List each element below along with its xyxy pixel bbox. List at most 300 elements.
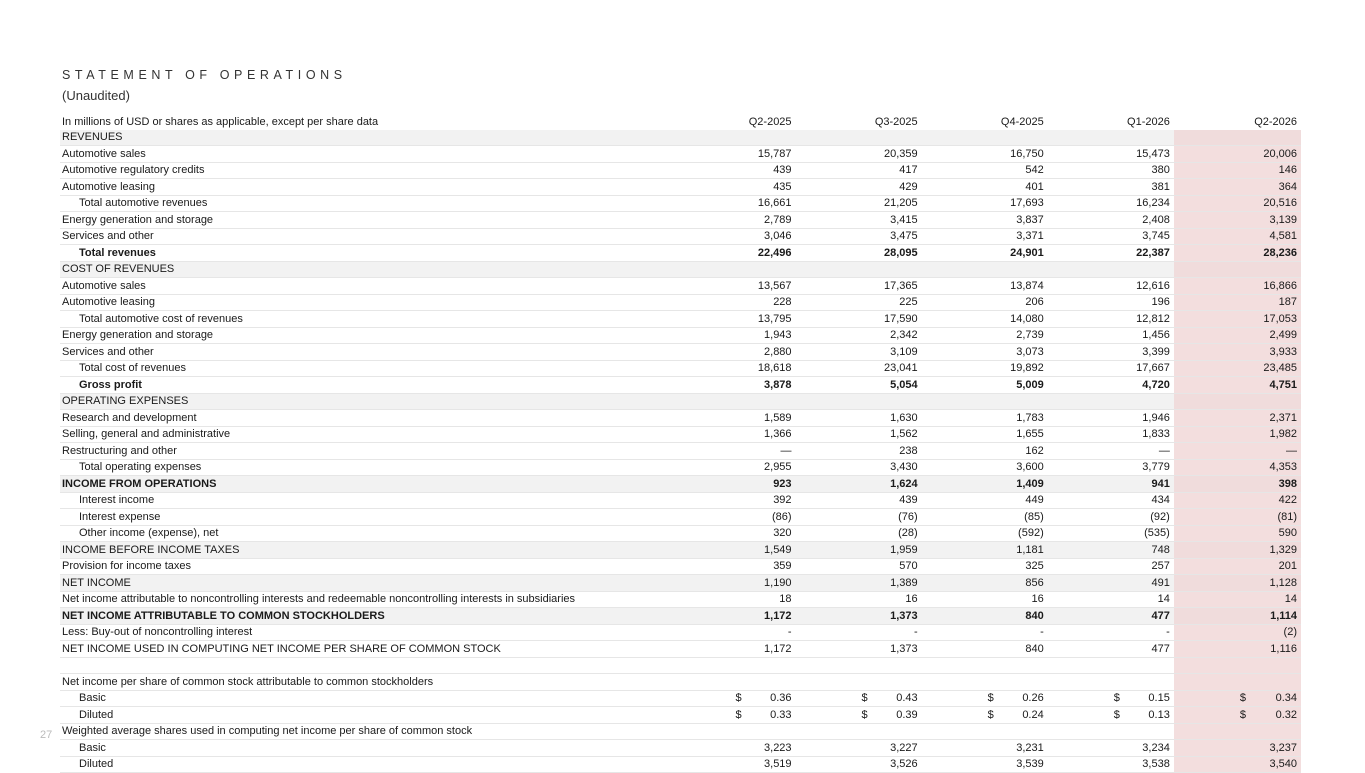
row-value [669,657,795,674]
row-value: 856 [922,575,1048,592]
row-value: 439 [669,162,795,179]
row-value: 1,114 [1174,608,1301,625]
row-label: Net income attributable to noncontrolling interests and redeemable noncontrolling interests in subsidiaries [60,591,669,608]
row-label: Provision for income taxes [60,558,669,575]
row-label: NET INCOME [60,575,669,592]
amount: 0.43 [896,692,918,705]
row-value: (92) [1048,509,1174,526]
row-value: 16,661 [669,195,795,212]
row-value: 3,109 [796,344,922,361]
row-label: Diluted [60,756,669,773]
row-value: 22,387 [1048,245,1174,262]
table-row [60,245,1301,262]
row-value: 22,496 [669,245,795,262]
table-row [60,723,1301,740]
row-label: Automotive sales [60,278,669,295]
row-value: 449 [922,492,1048,509]
table-row [60,410,1301,427]
row-value [1174,130,1301,146]
row-value: 1,373 [796,608,922,625]
row-label: Automotive regulatory credits [60,162,669,179]
row-value: 18 [669,591,795,608]
row-value: 4,720 [1048,377,1174,394]
row-value: 1,624 [796,476,922,493]
amount: 0.32 [1275,708,1297,721]
table-row [60,294,1301,311]
table-row [60,575,1301,592]
row-value [796,707,922,724]
amount: 0.13 [1148,708,1170,721]
table-row [60,162,1301,179]
table-row [60,344,1301,361]
currency-symbol: $ [987,692,994,705]
row-value [922,657,1048,674]
row-value: 422 [1174,492,1301,509]
row-value: 4,581 [1174,228,1301,245]
row-value: 1,562 [796,426,922,443]
row-value: 146 [1174,162,1301,179]
table-row [60,591,1301,608]
row-value: 5,054 [796,377,922,394]
row-label: Selling, general and administrative [60,426,669,443]
row-value [1048,707,1174,724]
row-label: Energy generation and storage [60,212,669,229]
row-value: 477 [1048,608,1174,625]
row-label: Net income per share of common stock attributable to common stockholders [60,674,669,691]
row-value: 3,231 [922,740,1048,757]
row-value: 3,399 [1048,344,1174,361]
currency-symbol: $ [861,708,868,721]
row-value: 17,693 [922,195,1048,212]
table-row [60,360,1301,377]
row-value: 3,227 [796,740,922,757]
row-value: 196 [1048,294,1174,311]
row-value: 1,329 [1174,542,1301,559]
amount: 0.33 [770,708,792,721]
row-value: 2,371 [1174,410,1301,427]
amount: 0.24 [1022,708,1044,721]
row-value: 3,139 [1174,212,1301,229]
row-label: INCOME BEFORE INCOME TAXES [60,542,669,559]
row-value: 401 [922,179,1048,196]
table-row [60,509,1301,526]
row-value: 3,430 [796,459,922,476]
period-header: Q2-2025 [748,115,792,128]
row-value: (76) [796,509,922,526]
row-value: 3,933 [1174,344,1301,361]
row-value: 28,236 [1174,245,1301,262]
row-value [796,657,922,674]
row-value: 570 [796,558,922,575]
row-value: — [669,443,795,460]
row-value: - [669,624,795,641]
row-value: 941 [1048,476,1174,493]
row-value [1048,723,1174,740]
row-value [1048,393,1174,410]
header-row [60,114,1301,130]
row-value [922,690,1048,707]
row-value: 1,630 [796,410,922,427]
row-value: - [796,624,922,641]
table-row [60,195,1301,212]
row-value: 3,779 [1048,459,1174,476]
row-value [669,130,795,146]
row-label: Gross profit [60,377,669,394]
row-value: 1,389 [796,575,922,592]
row-value: — [1048,443,1174,460]
table-row [60,756,1301,773]
period-header: Q1-2026 [1127,115,1170,128]
table-row [60,179,1301,196]
row-label: Weighted average shares used in computing net income per share of common stock [60,723,669,740]
row-value: 13,795 [669,311,795,328]
currency-symbol: $ [1239,708,1246,721]
row-value: 20,359 [796,146,922,163]
row-label: Other income (expense), net [60,525,669,542]
table-row [60,624,1301,641]
row-value: 4,353 [1174,459,1301,476]
row-value: 4,751 [1174,377,1301,394]
row-label: INCOME FROM OPERATIONS [60,476,669,493]
period-header: Q3-2025 [874,115,918,128]
row-label: Automotive leasing [60,294,669,311]
row-value: - [922,624,1048,641]
row-value: 3,046 [669,228,795,245]
row-value [796,674,922,691]
row-label: Automotive sales [60,146,669,163]
table-row [60,212,1301,229]
row-value [669,674,795,691]
row-value: 320 [669,525,795,542]
row-value [1174,690,1301,707]
row-value: - [1048,624,1174,641]
row-value: 23,041 [796,360,922,377]
row-value: 1,366 [669,426,795,443]
row-value [796,261,922,278]
page-subtitle: (Unaudited) [62,88,130,103]
row-value [922,674,1048,691]
table-row [60,657,1301,674]
period-header: Q2-2026 [1174,114,1301,130]
row-label [60,657,669,674]
row-value: 3,223 [669,740,795,757]
row-label: Diluted [60,707,669,724]
row-value: 1,190 [669,575,795,592]
row-value [669,261,795,278]
row-value: (85) [922,509,1048,526]
row-value [796,723,922,740]
amount: 0.15 [1148,692,1170,705]
currency-symbol: $ [735,692,742,705]
currency-symbol: $ [987,708,994,721]
row-value: 542 [922,162,1048,179]
row-value: 923 [669,476,795,493]
row-value: 3,371 [922,228,1048,245]
row-value: (28) [796,525,922,542]
row-value: 1,943 [669,327,795,344]
row-value [669,723,795,740]
row-value: 3,519 [669,756,795,773]
row-label: Total revenues [60,245,669,262]
row-value: 590 [1174,525,1301,542]
row-value: 1,456 [1048,327,1174,344]
row-value: 3,526 [796,756,922,773]
row-value: 162 [922,443,1048,460]
table-row [60,377,1301,394]
row-value: 228 [669,294,795,311]
amount: 0.36 [770,692,792,705]
table-row [60,311,1301,328]
row-value: 5,009 [922,377,1048,394]
amount: 0.26 [1022,692,1044,705]
row-value: 3,539 [922,756,1048,773]
row-value: 2,499 [1174,327,1301,344]
row-value: 3,234 [1048,740,1174,757]
row-value: 14 [1048,591,1174,608]
row-value: 1,172 [669,608,795,625]
row-value: 225 [796,294,922,311]
period-header: Q4-2025 [1000,115,1044,128]
row-value [1048,261,1174,278]
table-row [60,608,1301,625]
row-label: Total automotive revenues [60,195,669,212]
row-value [922,130,1048,146]
row-value: 1,181 [922,542,1048,559]
row-value: 429 [796,179,922,196]
row-value: 14,080 [922,311,1048,328]
table-row [60,459,1301,476]
row-value [1174,393,1301,410]
row-value: 20,516 [1174,195,1301,212]
row-label: NET INCOME USED IN COMPUTING NET INCOME PER SHARE OF COMMON STOCK [60,641,669,658]
row-value [1174,723,1301,740]
row-value: 201 [1174,558,1301,575]
row-value: 477 [1048,641,1174,658]
row-label: Services and other [60,344,669,361]
row-value: 1,589 [669,410,795,427]
row-value: 3,538 [1048,756,1174,773]
row-value: 16,234 [1048,195,1174,212]
row-value: 16 [922,591,1048,608]
row-value [796,130,922,146]
row-value [669,690,795,707]
table-row [60,740,1301,757]
amount: 0.39 [896,708,918,721]
table-row [60,278,1301,295]
row-value: 417 [796,162,922,179]
row-value: 748 [1048,542,1174,559]
row-value: 1,128 [1174,575,1301,592]
row-label: Less: Buy-out of noncontrolling interest [60,624,669,641]
row-label: Total operating expenses [60,459,669,476]
row-value: 1,783 [922,410,1048,427]
row-value: 2,789 [669,212,795,229]
currency-symbol: $ [1113,708,1120,721]
table-row [60,525,1301,542]
table-row [60,327,1301,344]
row-value: 13,567 [669,278,795,295]
currency-symbol: $ [1239,692,1246,705]
row-value [1048,674,1174,691]
table-row [60,690,1301,707]
table-row [60,542,1301,559]
row-label: Basic [60,690,669,707]
amount: 0.34 [1275,692,1297,705]
row-value [1048,690,1174,707]
table-row [60,393,1301,410]
row-value: 238 [796,443,922,460]
row-value [1174,657,1301,674]
row-value: 840 [922,641,1048,658]
row-value: 435 [669,179,795,196]
row-value: 3,475 [796,228,922,245]
table-row [60,146,1301,163]
row-value: 840 [922,608,1048,625]
row-label: REVENUES [60,130,669,146]
row-value: 17,365 [796,278,922,295]
page-title: STATEMENT OF OPERATIONS [62,68,347,82]
table-row [60,476,1301,493]
row-value: 2,342 [796,327,922,344]
row-value: 1,409 [922,476,1048,493]
row-value [1048,657,1174,674]
row-value [1174,674,1301,691]
row-value [1174,261,1301,278]
table-row [60,674,1301,691]
row-value: 380 [1048,162,1174,179]
row-value: 18,618 [669,360,795,377]
row-value: 1,959 [796,542,922,559]
row-value: 1,982 [1174,426,1301,443]
row-value: — [1174,443,1301,460]
header-label: In millions of USD or shares as applicable, except per share data [62,115,379,128]
currency-symbol: $ [861,692,868,705]
row-value: 1,373 [796,641,922,658]
row-value: 17,053 [1174,311,1301,328]
row-value: 257 [1048,558,1174,575]
table-row [60,443,1301,460]
row-value: 2,739 [922,327,1048,344]
row-value: 2,955 [669,459,795,476]
row-label: Interest expense [60,509,669,526]
row-value: (592) [922,525,1048,542]
table-row [60,707,1301,724]
row-value [922,723,1048,740]
row-label: NET INCOME ATTRIBUTABLE TO COMMON STOCKHOLDERS [60,608,669,625]
row-value: 14 [1174,591,1301,608]
row-value: (2) [1174,624,1301,641]
row-value: 28,095 [796,245,922,262]
row-value: 3,415 [796,212,922,229]
row-value: 1,172 [669,641,795,658]
row-label: Interest income [60,492,669,509]
row-value: 17,590 [796,311,922,328]
row-value: 20,006 [1174,146,1301,163]
row-value [796,393,922,410]
row-value: 398 [1174,476,1301,493]
row-value [922,261,1048,278]
table-row [60,492,1301,509]
row-value: 3,600 [922,459,1048,476]
row-value: 3,073 [922,344,1048,361]
row-value [796,690,922,707]
row-label: Automotive leasing [60,179,669,196]
row-value: 187 [1174,294,1301,311]
row-value: 364 [1174,179,1301,196]
row-value: 19,892 [922,360,1048,377]
row-value: 1,655 [922,426,1048,443]
currency-symbol: $ [1113,692,1120,705]
table-row [60,130,1301,146]
row-value: 434 [1048,492,1174,509]
row-label: Basic [60,740,669,757]
row-value: 16,750 [922,146,1048,163]
row-value: 206 [922,294,1048,311]
row-value: 3,745 [1048,228,1174,245]
row-value: 1,833 [1048,426,1174,443]
row-value [922,393,1048,410]
row-label: Research and development [60,410,669,427]
row-value: (535) [1048,525,1174,542]
statement-table [60,114,1301,773]
page-number: 27 [40,729,53,741]
row-value: 13,874 [922,278,1048,295]
row-value [669,707,795,724]
row-value [669,393,795,410]
row-value [1174,707,1301,724]
table-row [60,228,1301,245]
row-value: 3,837 [922,212,1048,229]
row-value: 3,878 [669,377,795,394]
row-value: 381 [1048,179,1174,196]
row-value: 2,408 [1048,212,1174,229]
row-label: Services and other [60,228,669,245]
row-value [922,707,1048,724]
row-value: 21,205 [796,195,922,212]
row-value: 3,237 [1174,740,1301,757]
row-value: 15,787 [669,146,795,163]
row-value: 24,901 [922,245,1048,262]
row-value: 17,667 [1048,360,1174,377]
row-value: 1,549 [669,542,795,559]
currency-symbol: $ [735,708,742,721]
row-label: Total automotive cost of revenues [60,311,669,328]
row-value: 1,116 [1174,641,1301,658]
row-value: 12,616 [1048,278,1174,295]
row-label: COST OF REVENUES [60,261,669,278]
table-row [60,261,1301,278]
statement-body [60,114,1301,773]
row-label: Energy generation and storage [60,327,669,344]
row-label: OPERATING EXPENSES [60,393,669,410]
row-value: 491 [1048,575,1174,592]
row-value: 16,866 [1174,278,1301,295]
row-value: 3,540 [1174,756,1301,773]
row-value: 359 [669,558,795,575]
row-value: 325 [922,558,1048,575]
table-row [60,641,1301,658]
row-value: (86) [669,509,795,526]
row-value: 16 [796,591,922,608]
table-row [60,558,1301,575]
row-value: (81) [1174,509,1301,526]
row-value [1048,130,1174,146]
row-value: 2,880 [669,344,795,361]
row-value: 439 [796,492,922,509]
row-value: 392 [669,492,795,509]
row-label: Restructuring and other [60,443,669,460]
row-value: 1,946 [1048,410,1174,427]
